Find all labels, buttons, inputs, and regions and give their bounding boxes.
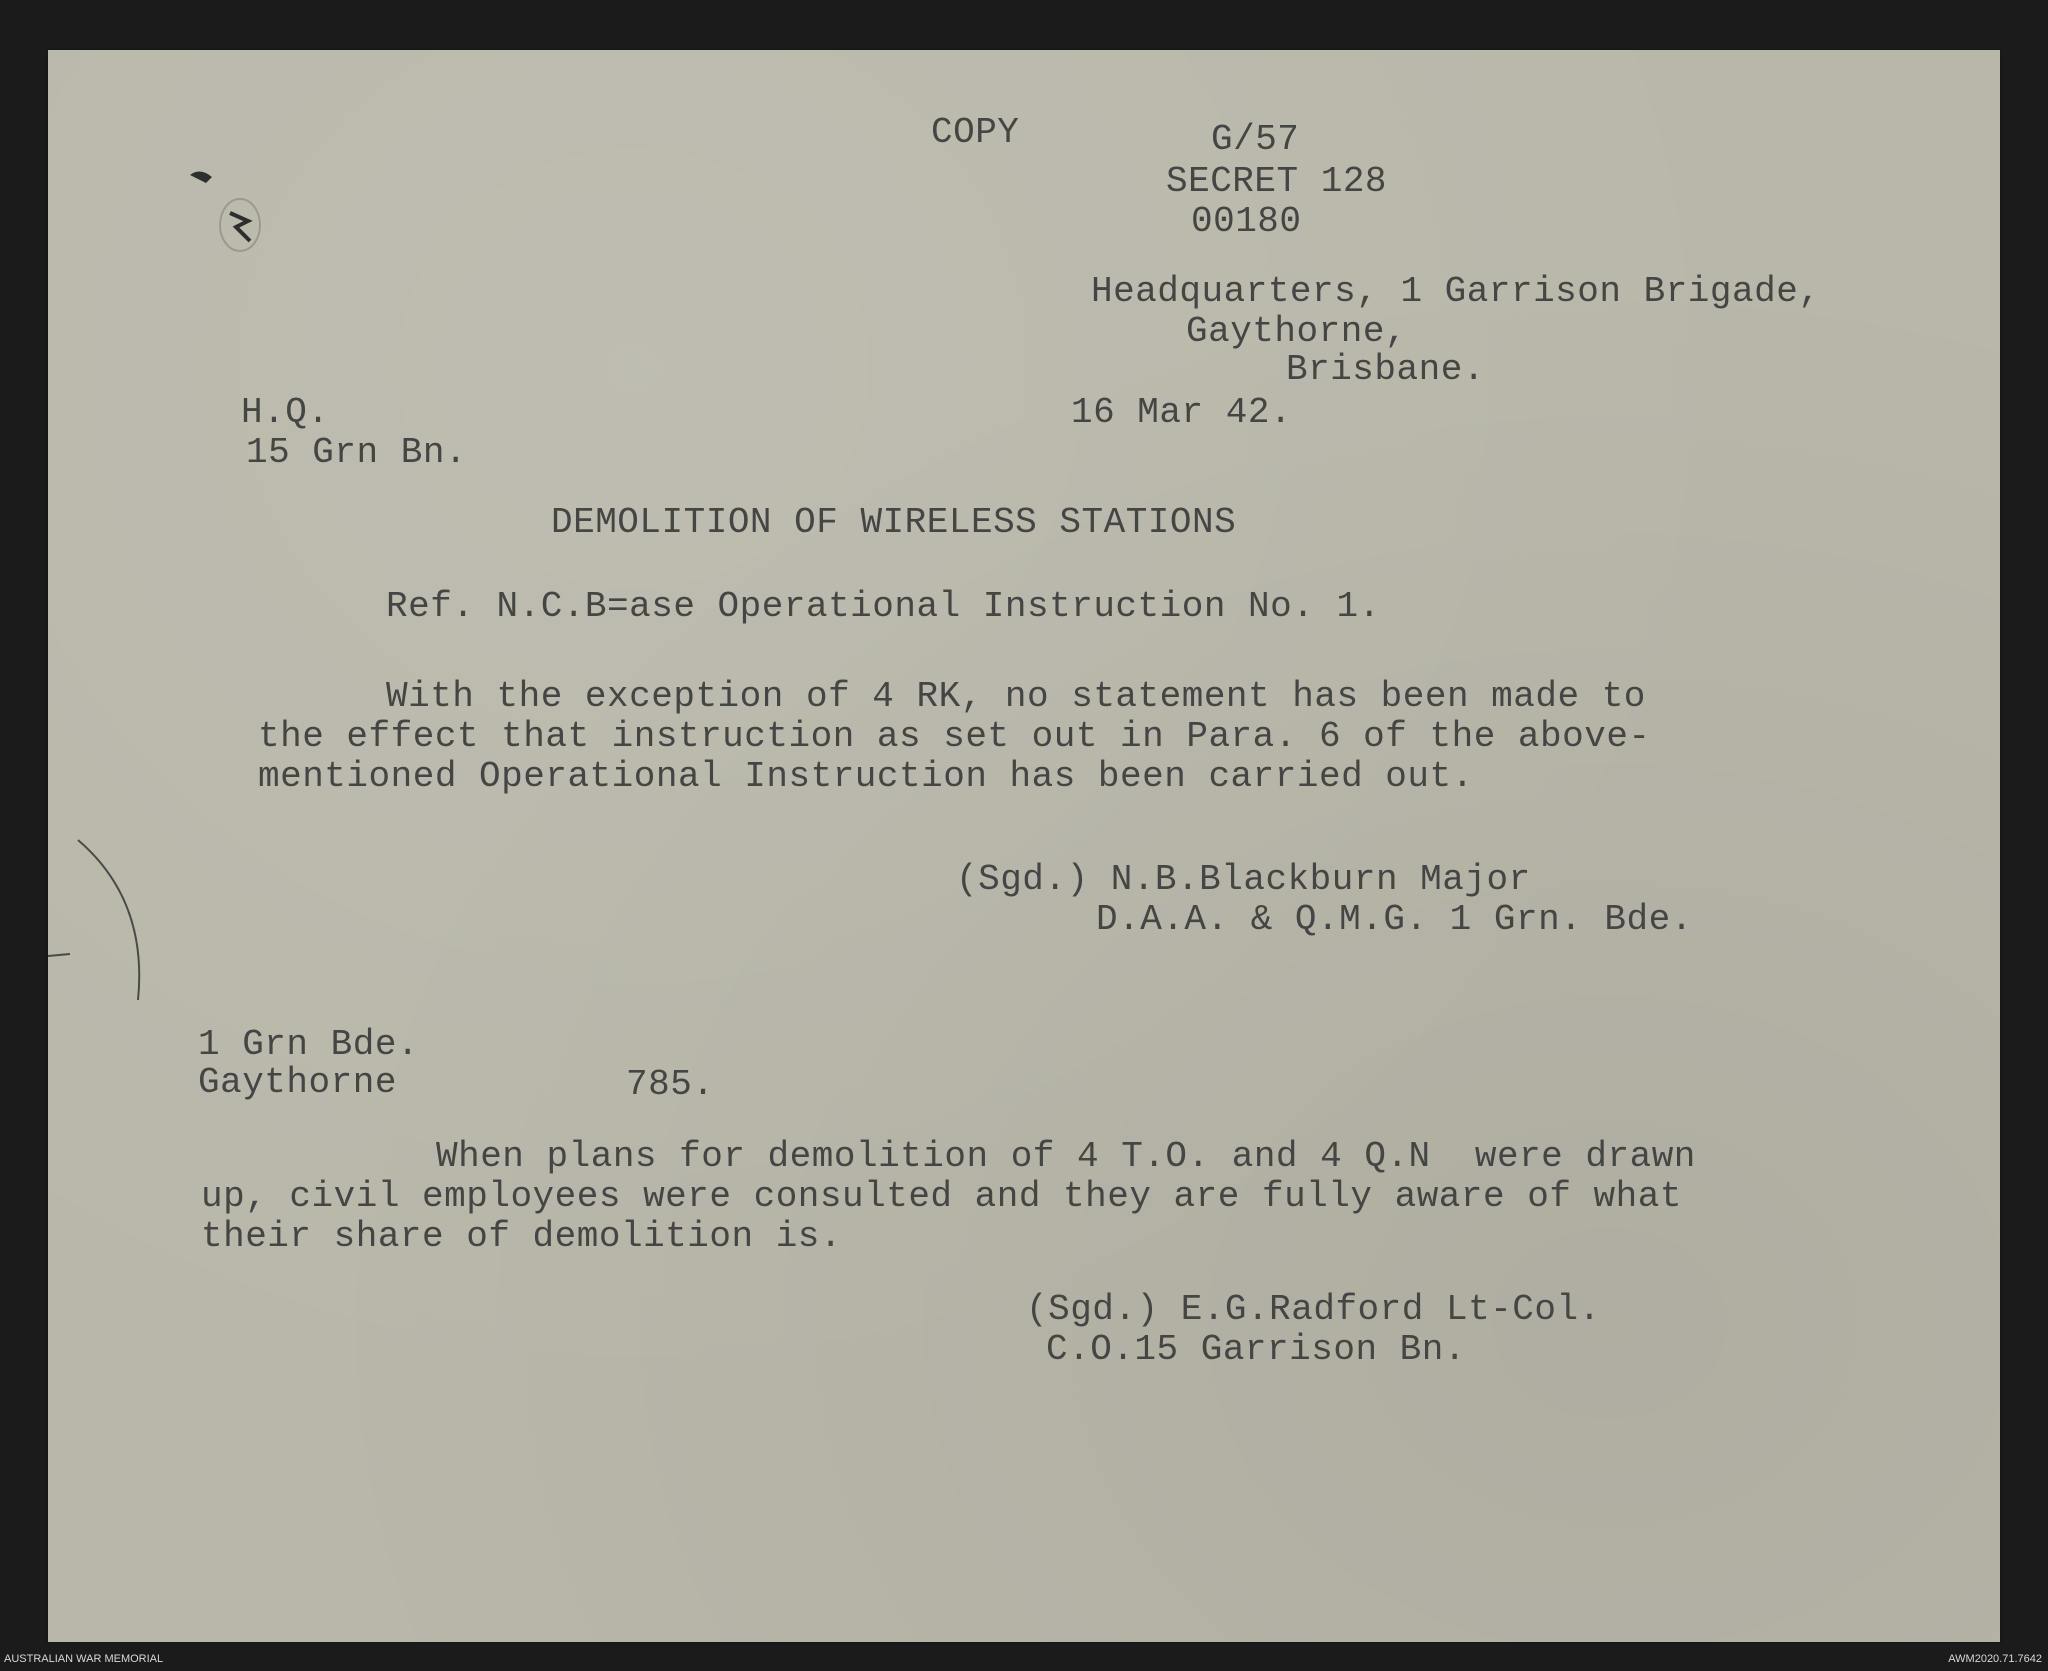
- addressee-line-1: H.Q.: [241, 392, 330, 433]
- body1-line-2: the effect that instruction as set out in Para. 6 of the above-: [258, 716, 1651, 757]
- signature2-line-1: (Sgd.) E.G.Radford Lt-Col.: [1026, 1289, 1601, 1330]
- body1-line-1: With the exception of 4 RK, no statement has been made to: [386, 676, 1646, 717]
- origin-line-2: Gaythorne,: [1186, 311, 1408, 352]
- footer-institution: AUSTRALIAN WAR MEMORIAL: [4, 1653, 164, 1665]
- body2-line-2: up, civil employees were consulted and they are fully aware of what: [201, 1176, 1682, 1217]
- footer-catalogue-id: AWM2020.71.7642: [1948, 1653, 2042, 1665]
- document-number: 00180: [1191, 201, 1302, 242]
- signature2-line-2: C.O.15 Garrison Bn.: [1046, 1329, 1466, 1370]
- reply-reference-number: 785.: [626, 1064, 715, 1105]
- origin-line-3: Brisbane.: [1286, 349, 1485, 390]
- signature1-line-2: D.A.A. & Q.M.G. 1 Grn. Bde.: [1096, 899, 1693, 940]
- copy-label: COPY: [931, 112, 1020, 153]
- body2-line-1: When plans for demolition of 4 T.O. and 4 Q.N were drawn: [436, 1136, 1696, 1177]
- pencil-margin-mark: [48, 830, 158, 1020]
- origin-line-1: Headquarters, 1 Garrison Brigade,: [1091, 271, 1821, 312]
- addressee-line-2: 15 Grn Bn.: [246, 432, 468, 473]
- secret-classification: SECRET 128: [1166, 161, 1388, 202]
- body1-line-3: mentioned Operational Instruction has been carried out.: [258, 756, 1474, 797]
- signature1-line-1: (Sgd.) N.B.Blackburn Major: [956, 859, 1531, 900]
- reply-addressee-line-1: 1 Grn Bde.: [198, 1024, 420, 1065]
- file-reference: G/57: [1211, 119, 1300, 160]
- body2-line-3: their share of demolition is.: [201, 1216, 843, 1257]
- reply-addressee-line-2: Gaythorne: [198, 1062, 397, 1103]
- letter-date: 16 Mar 42.: [1071, 392, 1293, 433]
- subject-heading: DEMOLITION OF WIRELESS STATIONS: [551, 502, 1237, 543]
- reference-line: Ref. N.C.B=ase Operational Instruction No. 1.: [386, 586, 1381, 627]
- document-page: [48, 50, 2000, 1642]
- staple-hole-marks: [178, 155, 318, 275]
